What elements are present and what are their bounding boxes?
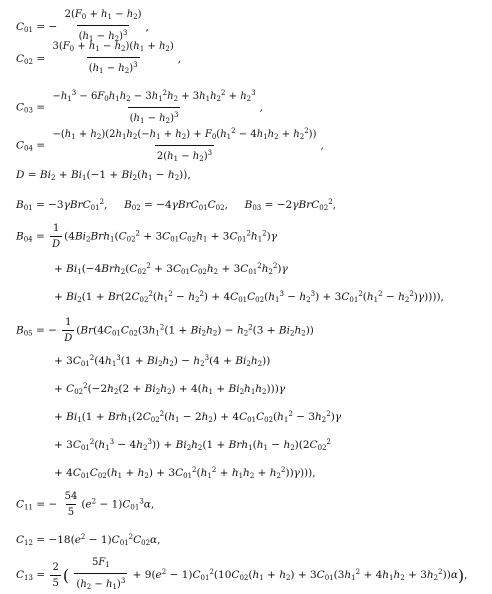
equation-b04-line2: + $Bi_1(-4Brh_2(C_{02}^2 + 3C_{01}C_{02}h_2 + 3C_{01}^2h_2^2)\gamma$ — [54, 262, 288, 276]
equation-b05-line5: + $3C_{01}^2(h_1^3 - 4h_2^3)) + Bi_2h_2(1 + Brh_1(h_1 - h_2)(2C_{02}^2$ — [54, 438, 331, 452]
equation-c01: $C_{01}$ = − $\frac{2(F_0 + h_1 - h_2)}{(h_1 - h_2)^3}$ , — [16, 8, 149, 46]
equation-d: $D = Bi_2 + Bi_1(-1 + Bi_2(h_1 - h_2))$, — [16, 169, 191, 182]
equation-b05-line1: $B_{05}$ = − $\frac{1}{D}$ ($Br(4C_{01}C_{02}(3h_1^2(1 + Bi_2h_2) - h_2^2(3 + Bi_2h_2))$ — [16, 317, 314, 344]
equation-b04-line1: $B_{04}$ = $\frac{1}{D}$ ($4Bi_2Brh_1(C_{02}^2 + 3C_{01}C_{02}h_1 + 3C_{01}^2h_1^2)\gamma$ — [16, 223, 278, 250]
equation-b05-line4: + $Bi_1(1 + Brh_1(2C_{02}^2(h_1 - 2h_2) + 4C_{01}C_{02}(h_1^2 - 3h_2^2)\gamma$ — [54, 410, 342, 424]
equation-c12: $C_{12} = -18(e^2 - 1)C_{01}^2C_{02}\alpha$, — [16, 533, 161, 547]
equation-b01-b03: $B_{01} = -3\gamma BrC_{01}^2$, $B_{02} = -4\gamma BrC_{01}C_{02}$, $B_{03} = -2\gamma BrC_{02}^2$, — [16, 198, 336, 212]
equation-c03: $C_{03}$ = $\frac{-h_1^3 - 6F_0h_1h_2 - 3h_1^2h_2 + 3h_1h_2^2 + h_2^3}{(h_1 - h_2)^3}$ , — [16, 87, 263, 128]
equation-b05-line2: + $3C_{01}^2(4h_1^3(1 + Bi_2h_2) - h_2^3(4 + Bi_2h_2))$ — [54, 354, 271, 368]
equation-b04-line3: + $Bi_2(1 + Br(2C_{02}^2(h_1^2 - h_2^2) + 4C_{01}C_{02}(h_1^3 - h_2^3) + 3C_{01}^2(h_1^2 - h_2^2)\gamma))$)), — [54, 290, 444, 304]
equation-b05-line6: + $4C_{01}C_{02}(h_1 + h_2) + 3C_{01}^2(h_1^2 + h_1h_2 + h_2^2))\gamma$))), — [54, 466, 316, 480]
equation-c13: $C_{13}$ = $\frac{2}{5}$ ( $\frac{5F_1}{(h_2 - h_1)^3}$ + $9(e^2 - 1)C_{01}^2(10C_{02}(h_1 + h_2) + 3C_{01}(3h_1^2 + 4h_1h_2 + 3h_2^2))\alpha$), — [16, 556, 468, 594]
equation-b05-line3: + $C_{02}^2(-2h_2(2 + Bi_2h_2) + 4(h_1 + Bi_2h_1h_2)))\gamma$ — [54, 382, 286, 396]
equation-c02: $C_{02}$ = $\frac{3(F_0 + h_1 - h_2)(h_1 + h_2)}{(h_1 - h_2)^3}$ , — [16, 40, 181, 78]
equation-c11: $C_{11}$ = − $\frac{54}{5}$ $(e^2 - 1)C_{01}^3\alpha$, — [16, 491, 155, 518]
equation-c04: $C_{04}$ = $\frac{-(h_1 + h_2)(2h_1h_2(-h_1 + h_2) + F_0(h_1^2 - 4h_1h_2 + h_2^2))}{2(h_1 - h_2)^3}$ , — [16, 125, 324, 166]
